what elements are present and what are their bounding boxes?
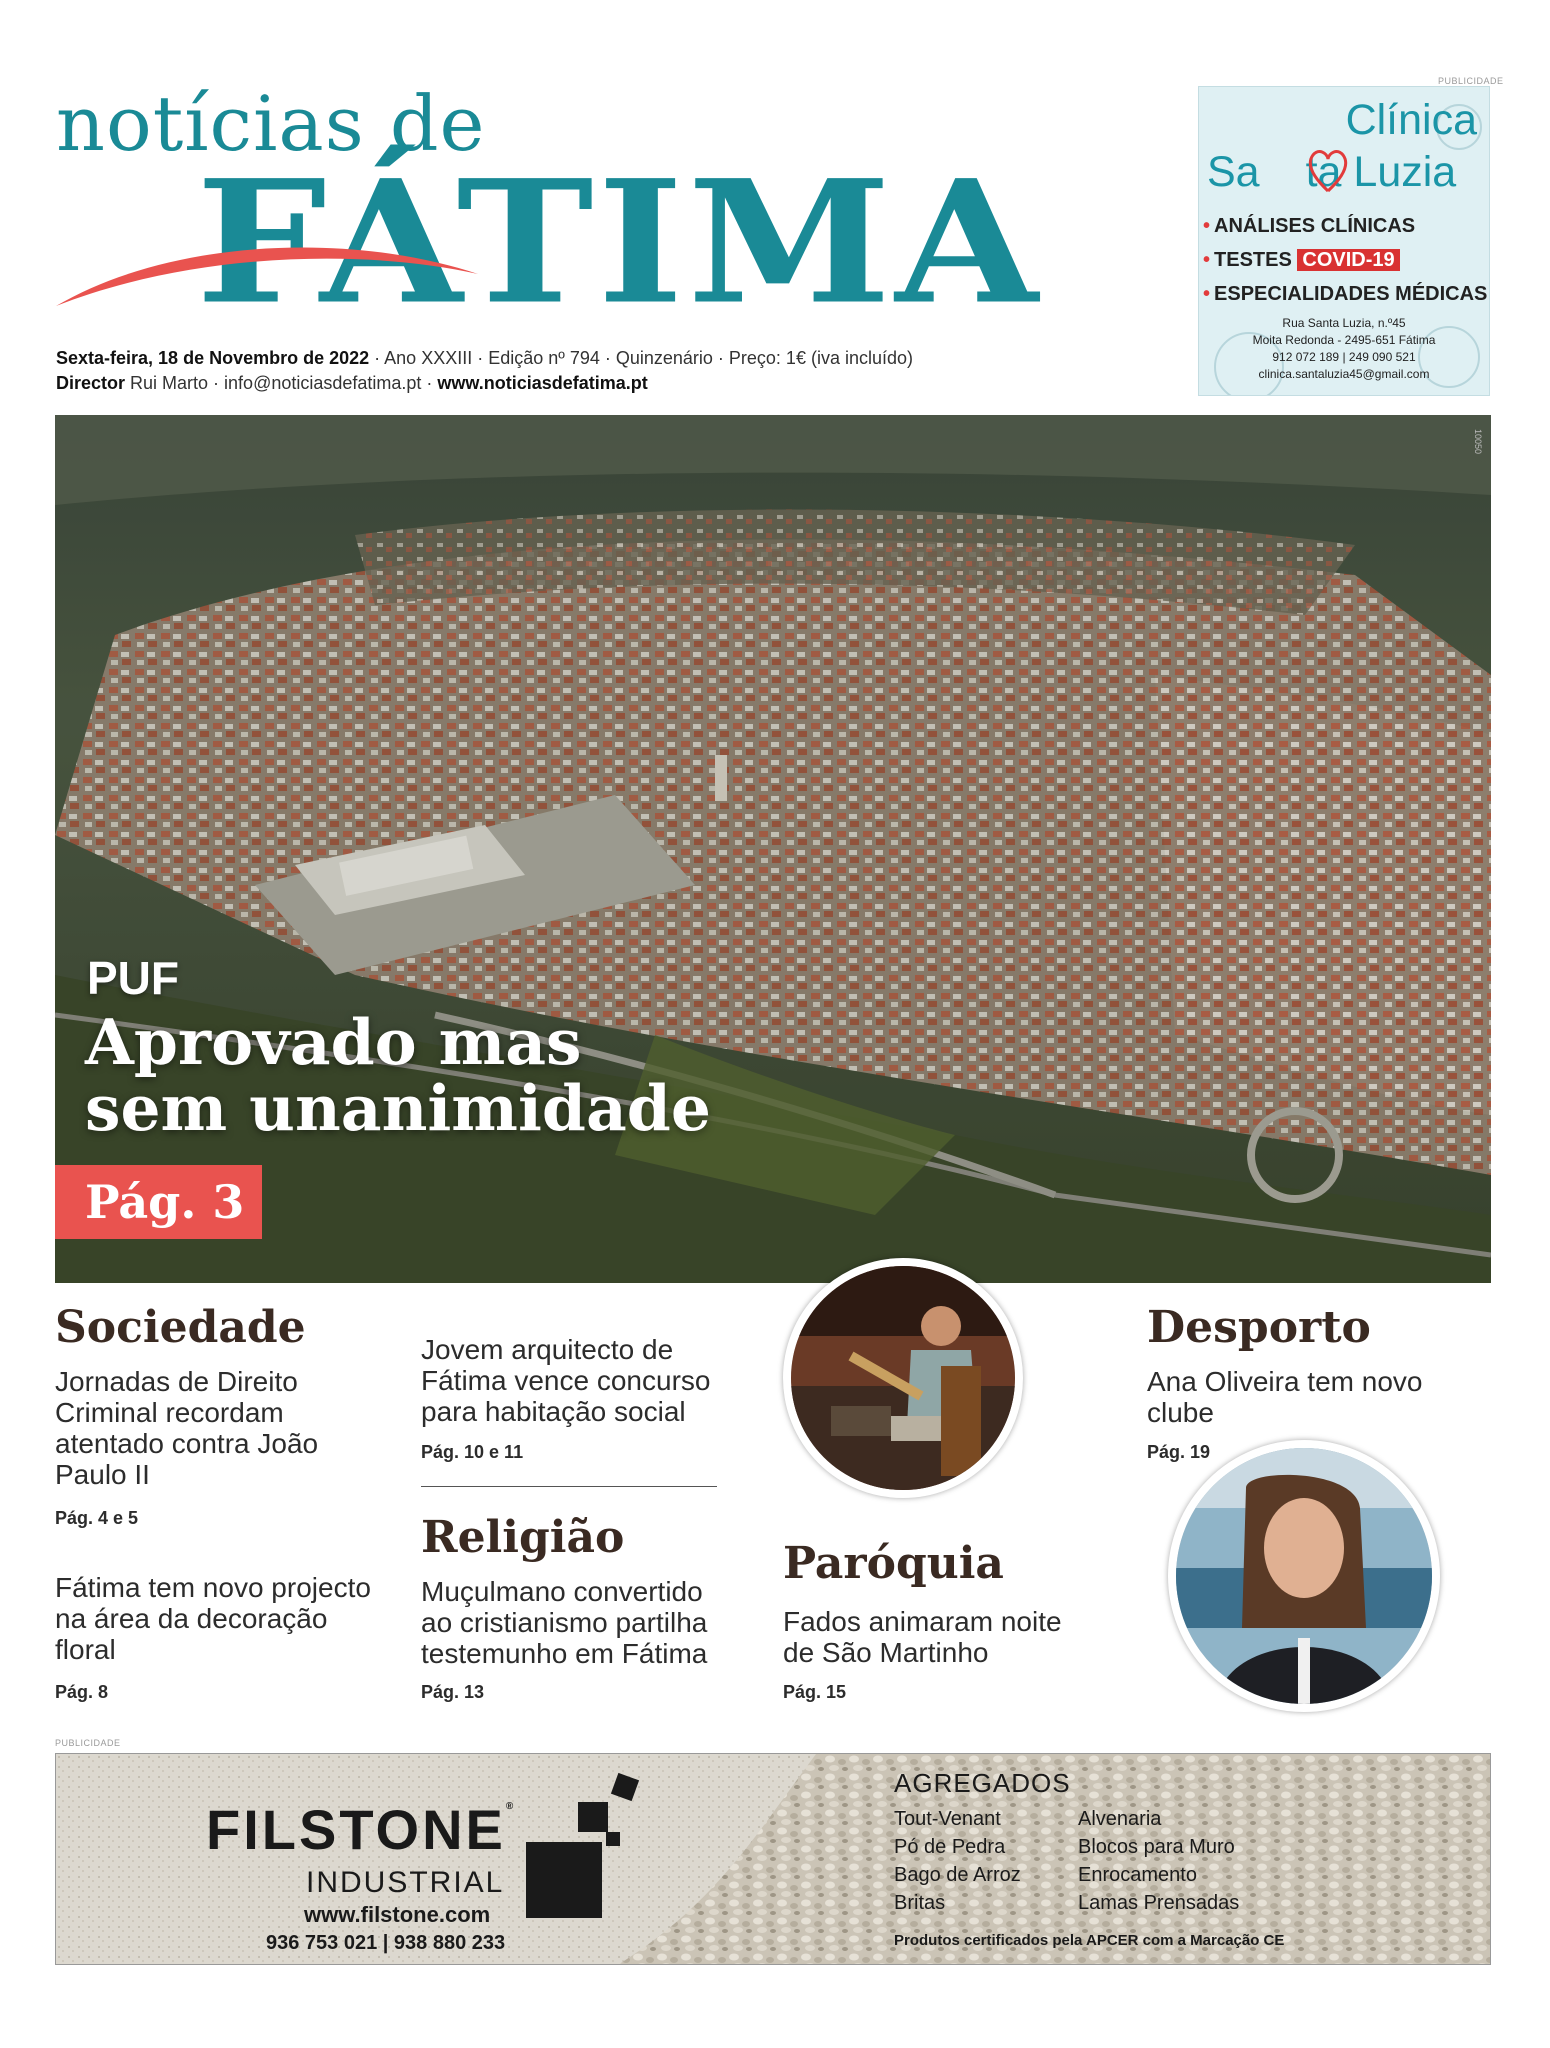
filstone-logo-text bbox=[206, 1798, 517, 1861]
brand-name: FILSTONE bbox=[206, 1798, 506, 1861]
teaser-line: Paulo II bbox=[55, 1459, 150, 1490]
hero-story[interactable] bbox=[55, 415, 1491, 1283]
masthead-swoosh bbox=[52, 238, 482, 318]
page-ref[interactable]: Pág. 13 bbox=[421, 1682, 485, 1702]
section-title-desporto: Desporto bbox=[1147, 1302, 1371, 1353]
ad-label-bottom: PUBLICIDADE bbox=[55, 1738, 121, 1748]
teaser-line: Ana Oliveira tem novo bbox=[1147, 1366, 1423, 1397]
story-teaser[interactable] bbox=[55, 1366, 318, 1490]
ad-label-top: PUBLICIDADE bbox=[1438, 76, 1504, 86]
clinic-name-part-b: ta Luzia bbox=[1305, 148, 1457, 196]
service-item: • ESPECIALIDADES MÉDICAS bbox=[1203, 283, 1488, 305]
covid-badge: COVID-19 bbox=[1297, 249, 1399, 271]
teaser-line: Fátima tem novo projecto bbox=[55, 1572, 371, 1603]
registered-mark: ® bbox=[505, 1801, 517, 1812]
masthead-title-line2: FÁTIMA bbox=[196, 143, 1042, 342]
email-line: clinica.santaluzia45@gmail.com bbox=[1258, 367, 1430, 381]
service-item: • TESTES COVID-19 bbox=[1203, 249, 1400, 272]
teaser-line: Criminal recordam bbox=[55, 1397, 284, 1428]
section-title-sociedade: Sociedade bbox=[55, 1302, 306, 1353]
heart-icon bbox=[1305, 145, 1351, 197]
issue-date: Sexta-feira, 18 de Novembro de 2022 bbox=[56, 348, 370, 368]
teaser-line: floral bbox=[55, 1634, 116, 1665]
teaser-line: ao cristianismo partilha bbox=[421, 1607, 708, 1638]
product-item: Bago de Arroz bbox=[894, 1864, 1021, 1886]
hero-page-badge[interactable]: Pág. 3 bbox=[55, 1165, 262, 1239]
website-link[interactable]: www.noticiasdefatima.pt bbox=[437, 373, 648, 393]
story-teaser[interactable] bbox=[421, 1334, 710, 1427]
headline-line: sem unanimidade bbox=[85, 1071, 711, 1145]
brand-subtitle: INDUSTRIAL bbox=[306, 1866, 505, 1899]
phone-line: 912 072 189 | 249 090 521 bbox=[1272, 350, 1416, 364]
teaser-line: Fátima vence concurso bbox=[421, 1365, 711, 1396]
filstone-phones: 936 753 021 | 938 880 233 bbox=[266, 1932, 506, 1954]
story-teaser[interactable] bbox=[783, 1606, 1062, 1668]
product-item: Enrocamento bbox=[1078, 1864, 1197, 1886]
teaser-line: clube bbox=[1147, 1397, 1214, 1428]
photo-code: 10050 bbox=[1473, 429, 1483, 455]
teaser-line: Muçulmano convertido bbox=[421, 1576, 703, 1607]
page-ref[interactable]: Pág. 19 bbox=[1147, 1442, 1211, 1462]
masthead-title-line1: notícias de bbox=[56, 79, 486, 168]
page-ref[interactable]: Pág. 4 e 5 bbox=[55, 1508, 139, 1528]
aerial-photo bbox=[55, 415, 1491, 1283]
story-teaser[interactable] bbox=[421, 1576, 707, 1669]
page-ref[interactable]: Pág. 8 bbox=[55, 1682, 109, 1702]
product-item: Britas bbox=[894, 1892, 946, 1914]
clinic-address bbox=[1199, 315, 1489, 383]
certification-note: Produtos certificados pela APCER com a Marcação CE bbox=[894, 1932, 1285, 1949]
teaser-line: testemunho em Fátima bbox=[421, 1638, 708, 1669]
clinic-name-line1: Clínica bbox=[1345, 96, 1477, 144]
director-contact: Rui Marto · info@noticiasdefatima.pt · bbox=[125, 373, 438, 393]
service-item: • ANÁLISES CLÍNICAS bbox=[1203, 215, 1416, 237]
guitarist-image bbox=[791, 1266, 1015, 1490]
column-divider bbox=[421, 1486, 717, 1487]
teaser-line: atentado contra João bbox=[55, 1428, 319, 1459]
service-label: TESTES bbox=[1214, 249, 1292, 271]
product-item: Alvenaria bbox=[1078, 1808, 1162, 1830]
section-title-religiao: Religião bbox=[421, 1512, 625, 1563]
story-teaser[interactable] bbox=[55, 1572, 371, 1665]
issue-details: · Ano XXXIII · Edição nº 794 · Quinzenário · Preço: 1€ (iva incluído) bbox=[369, 348, 913, 368]
clinic-ad[interactable] bbox=[1198, 86, 1490, 396]
page-ref[interactable]: Pág. 15 bbox=[783, 1682, 847, 1702]
product-item: Blocos para Muro bbox=[1078, 1836, 1235, 1858]
service-label: ANÁLISES CLÍNICAS bbox=[1214, 215, 1416, 237]
hero-headline[interactable] bbox=[85, 1005, 985, 1145]
product-item: Pó de Pedra bbox=[894, 1836, 1006, 1858]
filstone-cubes-icon bbox=[526, 1772, 646, 1922]
section-title-paroquia: Paróquia bbox=[783, 1538, 1004, 1589]
filstone-website[interactable]: www.filstone.com bbox=[304, 1902, 491, 1927]
address-line: Moita Redonda - 2495-651 Fátima bbox=[1252, 333, 1436, 347]
fado-singer-photo[interactable] bbox=[783, 1258, 1023, 1498]
teaser-line: para habitação social bbox=[421, 1396, 686, 1427]
teaser-line: Jornadas de Direito bbox=[55, 1366, 298, 1397]
product-item: Lamas Prensadas bbox=[1078, 1892, 1240, 1914]
headline-line: Aprovado mas bbox=[85, 1005, 582, 1079]
story-teaser[interactable] bbox=[1147, 1366, 1422, 1428]
teaser-line: na área da decoração bbox=[55, 1603, 328, 1634]
dateline bbox=[56, 346, 913, 396]
address-line: Rua Santa Luzia, n.º45 bbox=[1282, 316, 1406, 330]
teaser-line: Jovem arquitecto de bbox=[421, 1334, 674, 1365]
athlete-photo[interactable] bbox=[1168, 1440, 1440, 1712]
clinic-name-part-a: Sa bbox=[1207, 148, 1260, 196]
products-title: AGREGADOS bbox=[894, 1768, 1071, 1798]
product-item: Tout-Venant bbox=[894, 1808, 1001, 1830]
teaser-line: Fados animaram noite bbox=[783, 1606, 1062, 1637]
director-label: Director bbox=[56, 373, 126, 393]
athlete-image bbox=[1176, 1448, 1432, 1704]
filstone-ad[interactable] bbox=[55, 1753, 1491, 1965]
hero-kicker: PUF bbox=[87, 952, 179, 1004]
service-label: ESPECIALIDADES MÉDICAS bbox=[1214, 283, 1488, 305]
page-ref[interactable]: Pág. 10 e 11 bbox=[421, 1442, 524, 1462]
teaser-line: de São Martinho bbox=[783, 1637, 989, 1668]
